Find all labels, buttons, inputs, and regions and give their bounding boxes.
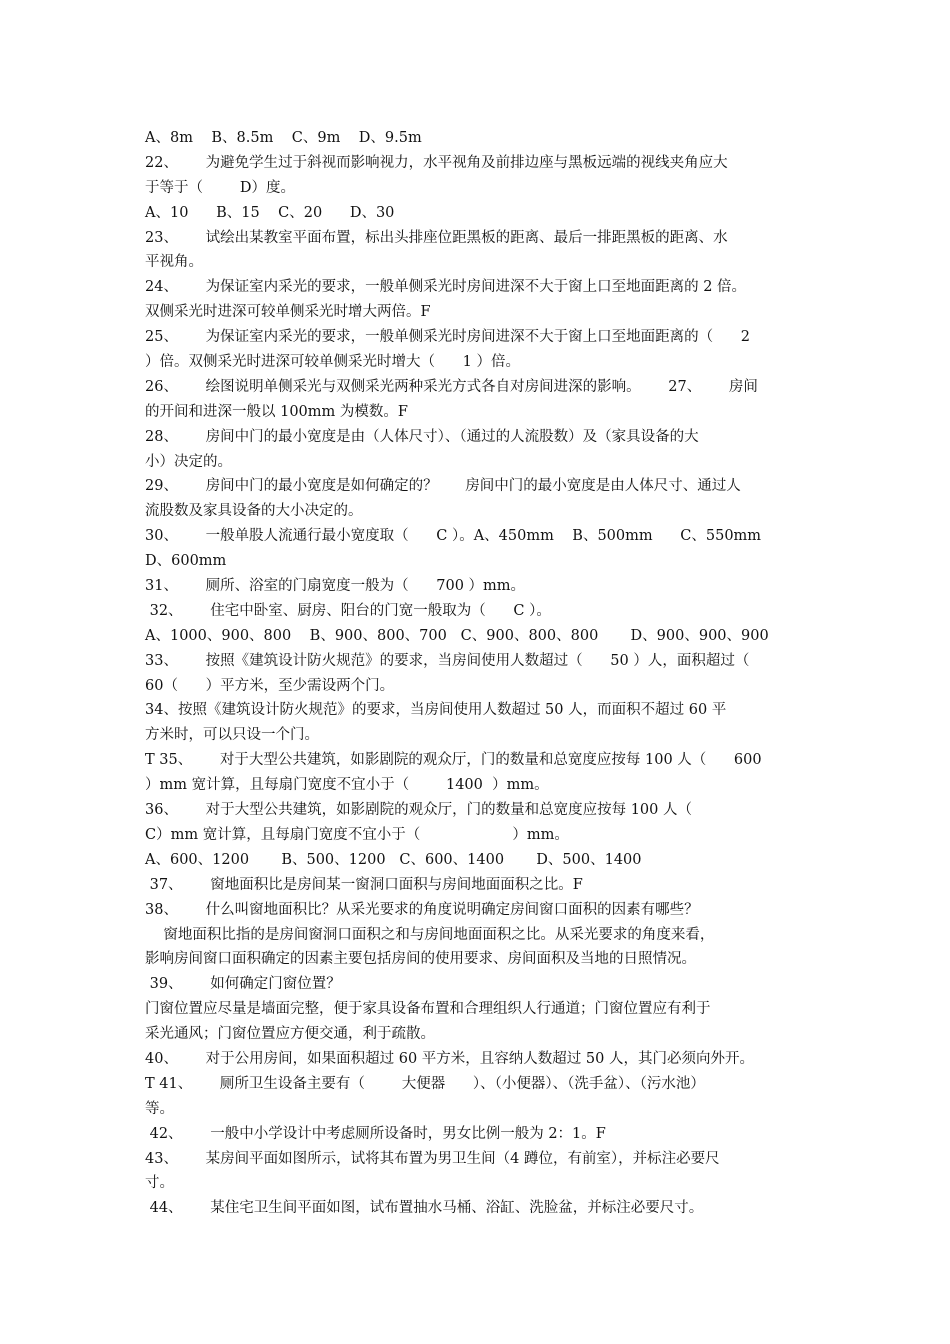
text-line: 22、 为避免学生过于斜视而影响视力，水平视角及前排边座与黑板远端的视线夹角应大 [145, 154, 728, 171]
text-line: 等。 [145, 1100, 174, 1117]
text-line: C）mm 宽计算，且每扇门宽度不宜小于（ ）mm。 [145, 826, 569, 843]
text-line: 44、 某住宅卫生间平面如图，试布置抽水马桶、浴缸、洗脸盆，并标注必要尺寸。 [145, 1200, 704, 1217]
text-line: 40、 对于公用房间，如果面积超过 60 平方米，且容纳人数超过 50 人，其门必须向外开。 [145, 1050, 754, 1067]
text-line: 29、 房间中门的最小宽度是如何确定的？ 房间中门的最小宽度是由人体尺寸、通过人 [145, 478, 741, 495]
text-line: ）倍。双侧采光时进深可较单侧采光时增大（ 1 ）倍。 [145, 354, 520, 371]
text-line: T 35、 对于大型公共建筑，如影剧院的观众厅，门的数量和总宽度应按每 100 人（ 600 [145, 752, 762, 769]
text-line: A、1000、900、800 B、900、800、700 C、900、800、800 D、900、900、900 [145, 627, 769, 644]
text-line: 38、 什么叫窗地面积比？从采光要求的角度说明确定房间窗口面积的因素有哪些？ [145, 901, 699, 918]
text-line: 门窗位置应尽量是墙面完整，便于家具设备布置和合理组织人行通道；门窗位置应有利于 [145, 1001, 711, 1018]
text-line: ）mm 宽计算，且每扇门宽度不宜小于（ 1400 ）mm。 [145, 777, 549, 794]
text-line: 31、 厕所、浴室的门扇宽度一般为（ 700 ）mm。 [145, 578, 526, 595]
text-line: 28、 房间中门的最小宽度是由（人体尺寸）、（通过的人流股数）及（家具设备的大 [145, 428, 699, 445]
text-line: 双侧采光时进深可较单侧采光时增大两倍。F [145, 304, 431, 321]
text-line: 24、 为保证室内采光的要求，一般单侧采光时房间进深不大于窗上口至地面距离的 2 倍。 [145, 279, 747, 296]
text-line: 于等于（ D）度。 [145, 179, 295, 196]
text-line: 30、 一般单股人流通行最小宽度取（ C ）。A、450mm B、500mm C、550mm [145, 528, 762, 545]
text-line: 窗地面积比指的是房间窗洞口面积之和与房间地面面积之比。从采光要求的角度来看， [145, 926, 715, 943]
text-line: 39、 如何确定门窗位置？ [145, 976, 341, 993]
text-line: 方米时，可以只设一个门。 [145, 727, 319, 744]
text-line: 23、 试绘出某教室平面布置，标出头排座位距黑板的距离、最后一排距黑板的距离、水 [145, 229, 728, 246]
text-line: A、10 B、15 C、20 D、30 [145, 204, 395, 221]
text-line: 平视角。 [145, 254, 203, 271]
text-line: A、8m B、8.5m C、9m D、9.5m [145, 130, 422, 146]
text-line: 60（ ）平方米，至少需设两个门。 [145, 677, 395, 694]
text-line: 37、 窗地面积比是房间某一窗洞口面积与房间地面面积之比。F [145, 876, 583, 893]
text-line: T 41、 厕所卫生设备主要有（ 大便器 ）、（小便器）、（洗手盆）、（污水池） [145, 1075, 705, 1092]
text-line: 36、 对于大型公共建筑，如影剧院的观众厅，门的数量和总宽度应按每 100 人（ [145, 802, 692, 819]
text-line: A、600、1200 B、500、1200 C、600、1400 D、500、1400 [145, 851, 642, 868]
text-line: 采光通风；门窗位置应方便交通，利于疏散。 [145, 1026, 435, 1043]
text-line: 43、 某房间平面如图所示，试将其布置为男卫生间（4 蹲位，有前室），并标注必要尺 [145, 1150, 720, 1167]
text-line: 42、 一般中小学设计中考虑厕所设备时，男女比例一般为 2：1。F [145, 1125, 606, 1142]
text-line: 流股数及家具设备的大小决定的。 [145, 503, 363, 520]
text-line: 25、 为保证室内采光的要求，一般单侧采光时房间进深不大于窗上口至地面距离的（ 2 [145, 329, 750, 346]
text-line: 32、 住宅中卧室、厨房、阳台的门宽一般取为（ C ）。 [145, 602, 551, 619]
text-line: 影响房间窗口面积确定的因素主要包括房间的使用要求、房间面积及当地的日照情况。 [145, 951, 696, 968]
text-line: 34、按照《建筑设计防火规范》的要求，当房间使用人数超过 50 人，而面积不超过 60 平 [145, 702, 727, 719]
text-line: D、600mm [145, 553, 227, 570]
text-line: 26、 绘图说明单侧采光与双侧采光两种采光方式各自对房间进深的影响。 27、 房间 [145, 378, 758, 395]
document-page [145, 126, 817, 1221]
text-line: 33、 按照《建筑设计防火规范》的要求，当房间使用人数超过（ 50 ）人，面积超过（ [145, 652, 750, 669]
text-line: 寸。 [145, 1175, 174, 1192]
text-line: 的开间和进深一般以 100mm 为模数。F [145, 403, 408, 420]
text-line: 小）决定的。 [145, 453, 232, 470]
